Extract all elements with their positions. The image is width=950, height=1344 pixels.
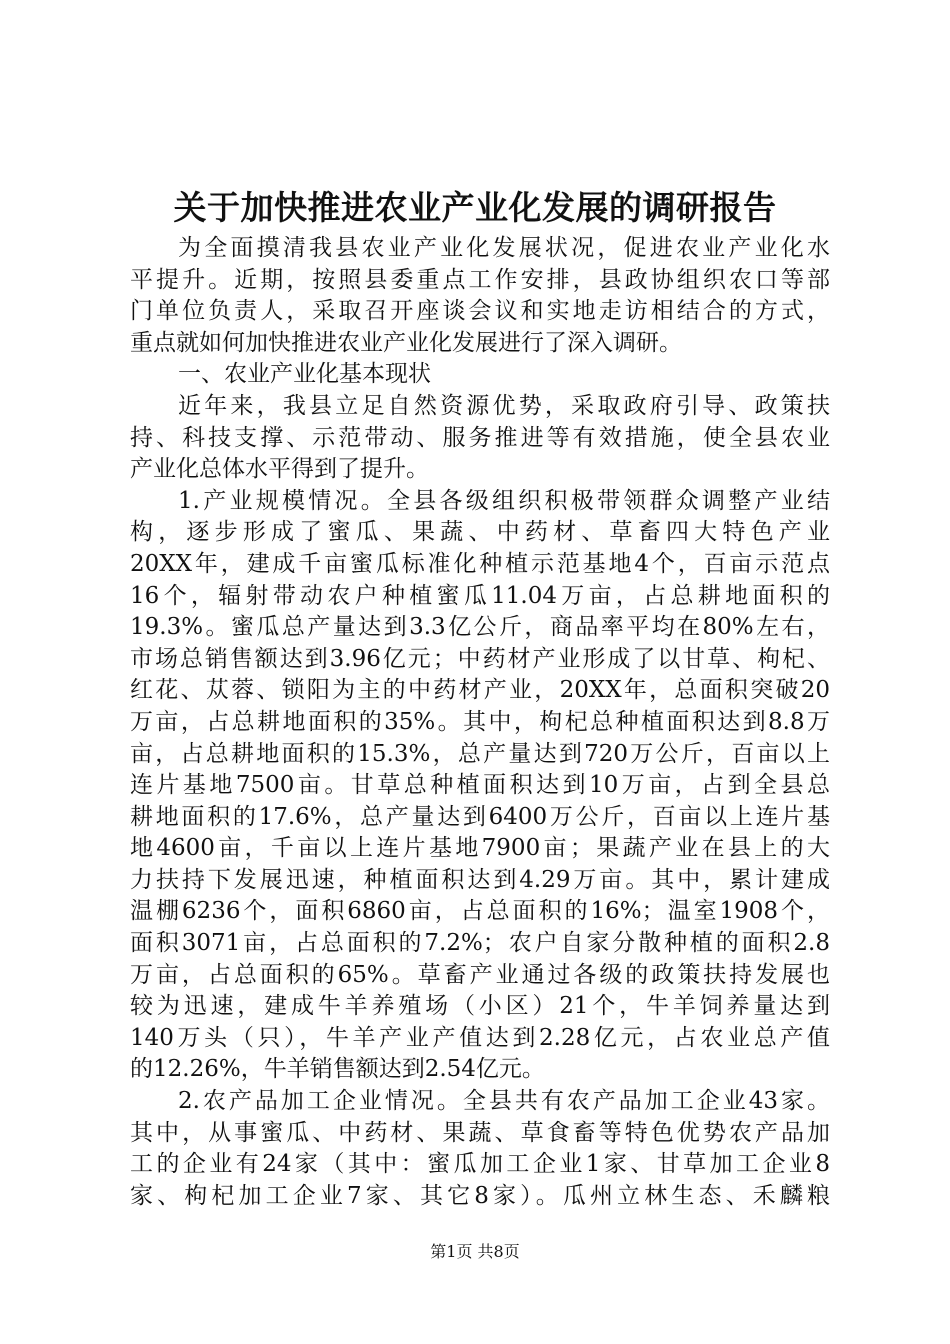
text-line: 20XX年，建成千亩蜜瓜标准化种植示范基地4个，百亩示范点 <box>130 550 830 577</box>
text-line: 的12.26%，牛羊销售额达到2.54亿元。 <box>130 1056 545 1083</box>
text-line: 2.农产品加工企业情况。全县共有农产品加工企业43家。 <box>178 1088 830 1115</box>
text-line: 1.产业规模情况。全县各级组织积极带领群众调整产业结 <box>178 487 830 514</box>
document-body <box>130 233 830 1212</box>
text-line: 耕地面积的17.6%，总产量达到6400万公斤，百亩以上连片基 <box>130 803 830 830</box>
text-line: 产业化总体水平得到了提升。 <box>130 456 429 483</box>
text-line: 亩，占总耕地面积的15.3%，总产量达到720万公斤，百亩以上 <box>130 740 830 767</box>
text-line: 家、枸杞加工企业7家、其它8家）。瓜州立林生态、禾麟粮 <box>130 1182 830 1209</box>
page-footer: 第1页 共8页 <box>430 1242 520 1261</box>
text-line: 温棚6236个，面积6860亩，占总面积的16%；温室1908个， <box>130 898 830 925</box>
text-line: 构，逐步形成了蜜瓜、果蔬、中药材、草畜四大特色产业 <box>130 519 830 546</box>
text-line: 地4600亩，千亩以上连片基地7900亩；果蔬产业在县上的大 <box>130 835 830 862</box>
text-line: 140万头（只），牛羊产业产值达到2.28亿元，占农业总产值 <box>130 1024 830 1051</box>
text-line: 持、科技支撑、示范带动、服务推进等有效措施，使全县农业 <box>130 424 830 451</box>
text-line: 工的企业有24家（其中：蜜瓜加工企业1家、甘草加工企业8 <box>130 1151 830 1178</box>
text-line: 一、农业产业化基本现状 <box>178 361 431 388</box>
text-line: 面积3071亩，占总面积的7.2%；农户自家分散种植的面积2.8 <box>130 930 830 957</box>
text-line: 其中，从事蜜瓜、中药材、果蔬、草食畜等特色优势农产品加 <box>130 1119 830 1146</box>
text-line: 16个，辐射带动农户种植蜜瓜11.04万亩，占总耕地面积的 <box>130 582 830 609</box>
text-line: 近年来，我县立足自然资源优势，采取政府引导、政策扶 <box>178 392 830 419</box>
text-line: 19.3%。蜜瓜总产量达到3.3亿公斤，商品率平均在80%左右， <box>130 614 830 641</box>
text-line: 万亩，占总面积的65%。草畜产业通过各级的政策扶持发展也 <box>130 961 830 988</box>
document-title: 关于加快推进农业产业化发展的调研报告 <box>173 188 777 227</box>
text-line: 较为迅速，建成牛羊养殖场（小区）21个，牛羊饲养量达到 <box>130 993 830 1020</box>
text-line: 平提升。近期，按照县委重点工作安排，县政协组织农口等部 <box>130 266 830 293</box>
text-line: 力扶持下发展迅速，种植面积达到4.29万亩。其中，累计建成 <box>130 866 830 893</box>
text-line: 市场总销售额达到3.96亿元；中药材产业形成了以甘草、枸杞、 <box>130 645 830 672</box>
text-line: 门单位负责人，采取召开座谈会议和实地走访相结合的方式， <box>130 298 830 325</box>
text-line: 重点就如何加快推进农业产业化发展进行了深入调研。 <box>130 329 682 356</box>
text-line: 红花、苁蓉、锁阳为主的中药材产业，20XX年，总面积突破20 <box>130 677 830 704</box>
text-line: 为全面摸清我县农业产业化发展状况，促进农业产业化水 <box>178 235 830 261</box>
text-line: 万亩，占总耕地面积的35%。其中，枸杞总种植面积达到8.8万 <box>130 708 830 735</box>
text-line: 连片基地7500亩。甘草总种植面积达到10万亩，占到全县总 <box>130 772 830 799</box>
